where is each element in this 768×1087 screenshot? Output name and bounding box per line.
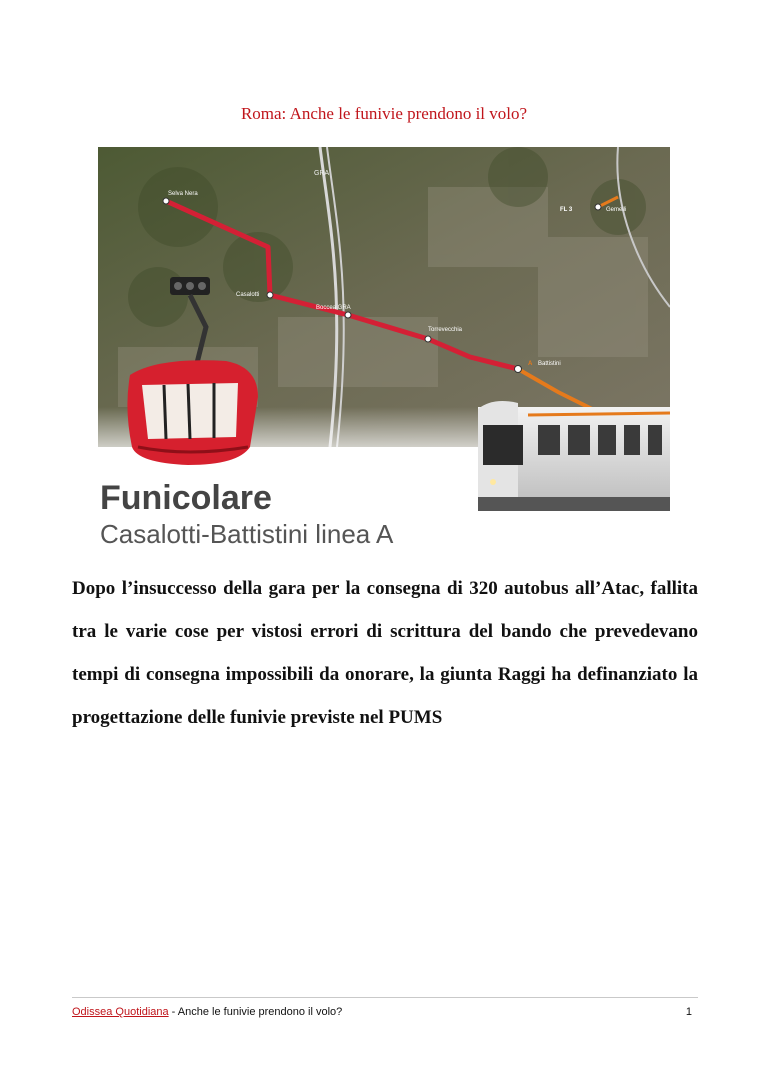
station-dot [267, 292, 273, 298]
station-dot [425, 336, 431, 342]
funicular-map-illustration [98, 147, 670, 552]
station-dot [345, 312, 351, 318]
page-footer [72, 1006, 698, 1018]
figure-caption-title: Funicolare [100, 479, 272, 517]
station-dot [163, 198, 169, 204]
metro-train-illustration [478, 401, 670, 511]
footer-separator: - [168, 1006, 178, 1018]
station-dot [595, 204, 601, 210]
station-label-battistini: Battistini [538, 361, 561, 367]
gra-label: GRA [314, 170, 330, 177]
footer-divider [72, 997, 698, 998]
body-paragraph: Dopo l’insuccesso della gara per la consegna di 320 autobus all’Atac, fallita tra le varie cose per vistosi errori di scrittura del bando che prevedevano tempi di consegna impossibili da onorare, la giunta Raggi ha definanziato la progettazione delle funivie previste nel PUMS [72, 578, 698, 728]
footer-title: Anche le funivie prendono il volo? [177, 1006, 343, 1018]
station-dot [515, 366, 522, 373]
page-number: 1 [685, 1006, 692, 1018]
station-label-torrevecchia: Torrevecchia [428, 327, 463, 333]
station-label-boccea: Boccea GRA [316, 305, 351, 311]
station-label-casalotti: Casalotti [236, 292, 260, 298]
figure-caption-subtitle: Casalotti-Battistini linea A [100, 519, 394, 549]
footer-brand-link[interactable]: Odissea Quotidiana [72, 1006, 169, 1018]
station-label-selva-nera: Selva Nera [168, 191, 198, 197]
station-label-gemelli: Gemelli [606, 207, 627, 213]
fl-marker: FL 3 [560, 207, 573, 213]
line-a-marker: A [528, 361, 533, 367]
document-title: Roma: Anche le funivie prendono il volo? [240, 104, 528, 123]
